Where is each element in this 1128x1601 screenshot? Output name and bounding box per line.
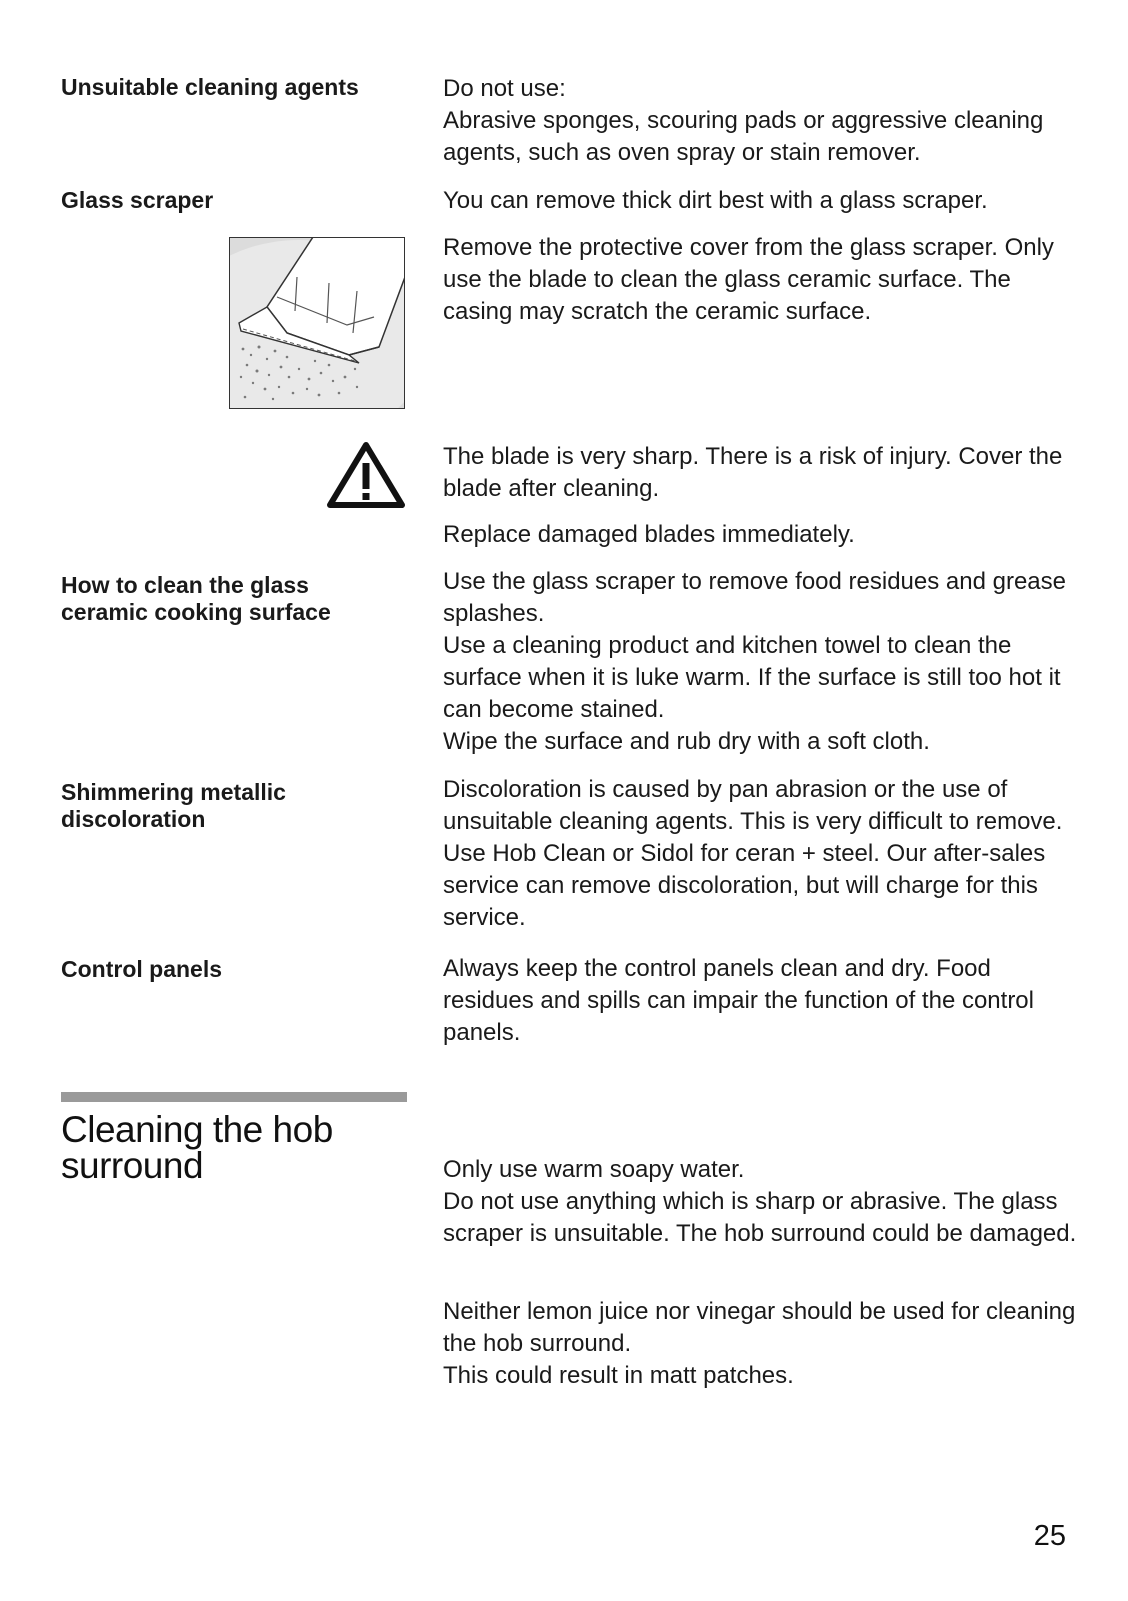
heading-cleaning-hob-surround: Cleaning the hob surround <box>61 1109 333 1186</box>
label-shimmering-discoloration: Shimmering metallic discoloration <box>61 779 286 832</box>
text-how-to-clean <box>443 566 1083 758</box>
paragraph: Neither lemon juice nor vinegar should be used for cleaning the hob surround. <box>443 1298 1076 1357</box>
text-glass-scraper <box>443 185 1083 217</box>
text-control-panels <box>443 953 1083 1049</box>
paragraph: Remove the protective cover from the glass scraper. Only use the blade to clean the glass ceramic surface. The casing may scratch the ceramic surface. <box>443 234 1054 325</box>
paragraph: This could result in matt patches. <box>443 1362 794 1389</box>
paragraph: Discoloration is caused by pan abrasion or the use of unsuitable cleaning agents. This is very difficult to remove. Use Hob Clean or Sidol for ceran + steel. Our after-sales service can remove discoloration, but will charge for this service. <box>443 776 1063 931</box>
paragraph: The blade is very sharp. There is a risk of injury. Cover the blade after cleaning. <box>443 443 1063 502</box>
warning-triangle-icon <box>326 441 406 509</box>
text-blade-warning <box>443 441 1083 505</box>
label-unsuitable-cleaning-agents: Unsuitable cleaning agents <box>61 74 359 100</box>
paragraph: Use a cleaning product and kitchen towel to clean the surface when it is luke warm. If the surface is still too hot it can become stained. <box>443 632 1061 723</box>
label-glass-scraper: Glass scraper <box>61 187 214 213</box>
text-shimmering-discoloration <box>443 774 1083 934</box>
section-divider <box>61 1092 407 1102</box>
glass-scraper-illustration <box>229 237 405 409</box>
paragraph: Only use warm soapy water. <box>443 1156 745 1183</box>
label-how-to-clean: How to clean the glass ceramic cooking surface <box>61 572 331 625</box>
paragraph: Always keep the control panels clean and dry. Food residues and spills can impair the function of the control panels. <box>443 955 1034 1046</box>
text-hob-surround-para1 <box>443 1154 1083 1250</box>
label-control-panels: Control panels <box>61 956 223 982</box>
page-number: 25 <box>1033 1520 1066 1552</box>
paragraph: Wipe the surface and rub dry with a soft cloth. <box>443 728 930 755</box>
text-replace-blades <box>443 519 1083 551</box>
text-hob-surround-para2 <box>443 1296 1083 1392</box>
text-unsuitable-cleaning-agents <box>443 73 1083 169</box>
paragraph: Do not use anything which is sharp or abrasive. The glass scraper is unsuitable. The hob surround could be damaged. <box>443 1188 1077 1247</box>
paragraph: Do not use: <box>443 75 566 102</box>
text-protective-cover <box>443 232 1083 328</box>
paragraph: Abrasive sponges, scouring pads or aggressive cleaning agents, such as oven spray or stain remover. <box>443 107 1044 166</box>
paragraph: Replace damaged blades immediately. <box>443 521 855 548</box>
paragraph: You can remove thick dirt best with a glass scraper. <box>443 187 988 214</box>
paragraph: Use the glass scraper to remove food residues and grease splashes. <box>443 568 1067 627</box>
